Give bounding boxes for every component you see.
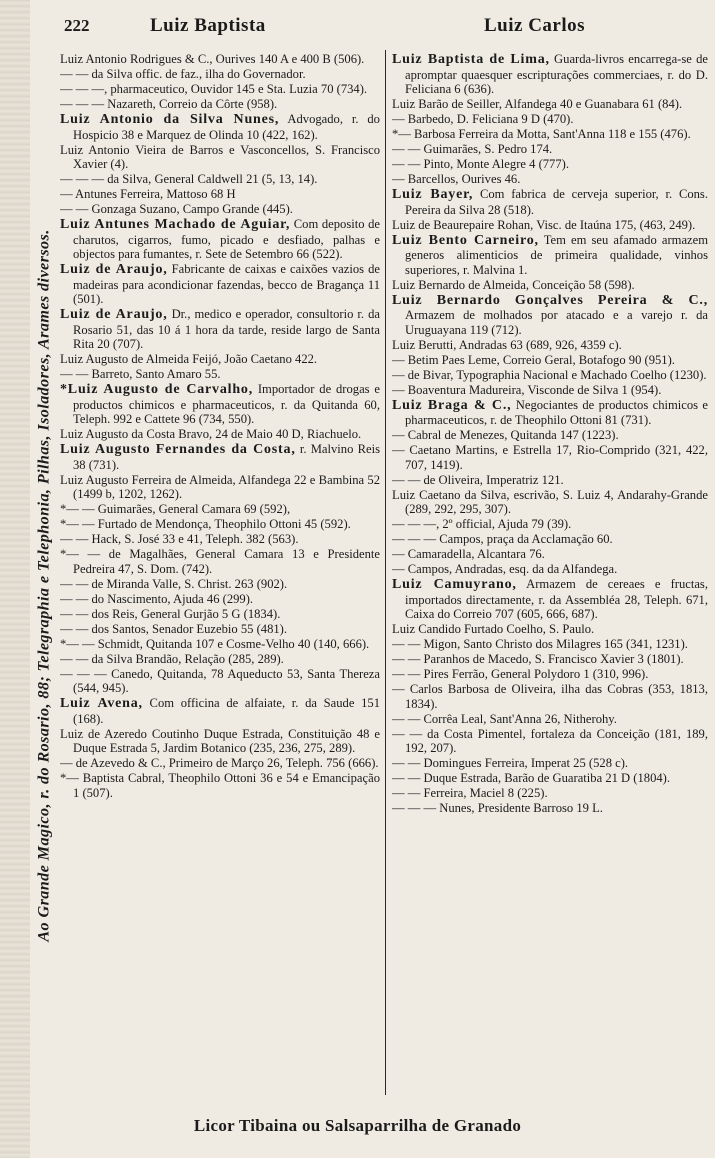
directory-entry — [60, 667, 380, 696]
entry-text: Guarda-livros encarrega-se de apromptar quaesquer escripturações commerciaes, r. do D. Feliciana 6 (636). — [405, 52, 708, 96]
entry-text: — Barcellos, Ourives 46. — [392, 172, 521, 186]
directory-entry — [392, 97, 708, 112]
entry-text: — — — Canedo, Quitanda, 78 Aqueducto 53, Santa Thereza (544, 945). — [60, 666, 380, 695]
directory-entry — [60, 82, 380, 97]
side-advertisement-text: Ao Grande Magico, r. do Rosario, 88; Telegraphia e Telephonia, Pilhas, Isoladores, Arames diversos. — [34, 228, 53, 942]
directory-entry — [60, 592, 380, 607]
entry-text: — — Corrêa Leal, Sant'Anna 26, Nitherohy. — [392, 711, 617, 726]
directory-entry — [60, 652, 380, 667]
directory-entry — [392, 293, 708, 338]
entry-text: *— Baptista Cabral, Theophilo Ottoni 36 e 54 e Emancipação 1 (507). — [60, 771, 380, 800]
entry-text: — — do Nascimento, Ajuda 46 (299). — [60, 591, 254, 606]
directory-entry — [60, 532, 380, 547]
directory-entry — [392, 127, 708, 142]
entry-text: — — de Oliveira, Imperatriz 121. — [392, 472, 564, 487]
entry-text: Luiz Barão de Seiller, Alfandega 40 e Guanabara 61 (84). — [392, 97, 683, 111]
entry-text: — Cabral de Menezes, Quitanda 147 (1223). — [392, 428, 619, 442]
directory-entry — [60, 727, 380, 756]
directory-entry — [392, 771, 708, 786]
entry-text: — Antunes Ferreira, Mattoso 68 H — [60, 187, 236, 201]
directory-entry — [60, 547, 380, 576]
entry-text: Luiz Augusto de Almeida Feijó, João Caetano 422. — [60, 352, 318, 366]
entry-text: Luiz Caetano da Silva, escrivão, S. Luiz 4, Andarahy-Grande (289, 292, 295, 307). — [392, 487, 708, 516]
directory-entry — [392, 443, 708, 472]
entry-text: Fabricante de caixas e caixões vazios de madeiras para acondicionar fazendas, becco de Bragança 11 (501). — [73, 262, 380, 306]
entry-text: *— — Schmidt, Quitanda 107 e Cosme-Velho 40 (140, 666). — [60, 636, 370, 651]
entry-text: — Caetano Martins, e Estrella 17, Rio-Comprido (321, 422, 707, 1419). — [392, 443, 708, 472]
entry-text: *— — de Magalhães, General Camara 13 e Presidente Pedreira 47, S. Dom. (742). — [60, 547, 380, 576]
directory-entry — [392, 187, 708, 217]
entry-text: Negociantes de productos chimicos e pharmaceuticos, r. de Theophilo Ottoni 81 (731). — [405, 397, 708, 427]
directory-entry — [392, 428, 708, 443]
entry-text: Luiz Augusto da Costa Bravo, 24 de Maio 40 D, Riachuelo. — [60, 427, 362, 441]
entry-text: — Betim Paes Leme, Correio Geral, Botafogo 90 (951). — [392, 352, 675, 367]
entry-text: Tem em seu afamado armazem generos alimenticios de primeira qualidade, vinhos superiores, r. Malvina 1. — [405, 232, 708, 277]
directory-entry — [60, 262, 380, 307]
right-column — [392, 52, 708, 1094]
directory-entry — [60, 112, 380, 142]
directory-entry — [392, 727, 708, 756]
entry-text: — — da Silva offic. de faz., ilha do Governador. — [60, 67, 306, 81]
entry-text: — — Pires Ferrão, General Polydoro 1 (310, 996). — [392, 667, 649, 681]
directory-entry — [392, 473, 708, 488]
entry-text: r. Malvino Reis 38 (731). — [73, 442, 380, 472]
entry-text: — — — Nunes, Presidente Barroso 19 L. — [392, 801, 603, 815]
entry-text: Com officina de alfaiate, r. da Saude 151 (168). — [73, 696, 380, 726]
entry-name: Luiz Baptista de Lima, — [392, 52, 550, 67]
directory-entry — [392, 786, 708, 801]
entry-text: — — dos Santos, Senador Euzebio 55 (481). — [60, 621, 288, 636]
directory-entry — [60, 307, 380, 352]
directory-entry — [60, 577, 380, 592]
directory-entry — [392, 278, 708, 293]
entry-name: Luiz Antunes Machado de Aguiar, — [60, 217, 291, 232]
entry-text: *— — Furtado de Mendonça, Theophilo Ottoni 45 (592). — [60, 517, 351, 531]
directory-entry — [392, 52, 708, 97]
entry-text: — — da Costa Pimentel, fortaleza da Conceição (181, 189, 192, 207). — [392, 726, 708, 755]
directory-entry — [60, 637, 380, 652]
entry-text: — Barbedo, D. Feliciana 9 D (470). — [392, 112, 574, 126]
side-advertisement — [33, 30, 55, 1140]
entry-text: Luiz Antonio Rodrigues & C., Ourives 140 A e 400 B (506). — [60, 52, 365, 66]
directory-entry — [60, 427, 380, 442]
entry-text: — — da Silva Brandão, Relação (285, 289). — [60, 651, 284, 666]
directory-entry — [60, 517, 380, 532]
entry-text: — — —, pharmaceutico, Ouvidor 145 e Sta. Luzia 70 (734). — [60, 82, 368, 96]
entry-text: *— — Guimarães, General Camara 69 (592), — [60, 502, 291, 516]
entry-name: Luiz Bayer, — [392, 187, 474, 202]
entry-text: — — Gonzaga Suzano, Campo Grande (445). — [60, 202, 293, 216]
directory-entry — [392, 532, 708, 547]
directory-entry — [392, 398, 708, 428]
directory-entry — [60, 52, 380, 67]
footer-advertisement: Licor Tibaina ou Salsaparrilha de Granado — [193, 1116, 522, 1135]
page-number: 222 — [64, 16, 90, 35]
directory-entry — [60, 607, 380, 622]
entry-name: Luiz Avena, — [60, 696, 143, 711]
directory-entry — [60, 217, 380, 262]
column-divider — [385, 50, 386, 1095]
entry-text: Luiz Augusto Ferreira de Almeida, Alfandega 22 e Bambina 52 (1499 b, 1202, 1262). — [60, 472, 380, 501]
directory-entry — [392, 112, 708, 127]
right-running-head: Luiz Carlos — [484, 15, 586, 36]
entry-text: — Carlos Barbosa de Oliveira, ilha das Cobras (353, 1813, 1834). — [392, 682, 708, 711]
directory-entry — [392, 577, 708, 622]
directory-entry — [60, 473, 380, 502]
entry-text: — — Hack, S. José 33 e 41, Teleph. 382 (563). — [60, 532, 299, 546]
directory-entry — [392, 233, 708, 278]
entry-text: Com fabrica de cerveja superior, r. Cons. Pereira da Silva 28 (518). — [405, 187, 708, 217]
entry-text: Luiz de Azeredo Coutinho Duque Estrada, Constituição 48 e Duque Estrada 5, Jardim Botanico (235, 236, 275, 289). — [60, 726, 380, 755]
directory-entry — [60, 97, 380, 112]
entry-text: Armazem de cereaes e fructas, importados directamente, r. da Assembléa 28, Teleph. 671, Caixa do Correio 707 (605, 666, 687). — [405, 577, 708, 621]
page-edge — [0, 0, 30, 1158]
left-running-head: Luiz Baptista — [150, 15, 266, 36]
directory-entry — [60, 442, 380, 472]
entry-text: Dr., medico e operador, consultorio r. da Rosario 51, das 10 á 1 hora da tarde, reside largo de Santa Rita 20 (707). — [73, 307, 380, 351]
entry-text: Com deposito de charutos, cigarros, fumo, picado e desfiado, palhas e objectos para fumantes, r. Sete de Setembro 66 (522). — [73, 217, 380, 261]
entry-text: — — —, 2º official, Ajuda 79 (39). — [392, 517, 572, 531]
directory-entry — [392, 712, 708, 727]
entry-name: Luiz Bernardo Gonçalves Pereira & C., — [392, 292, 708, 308]
entry-text: — Camaradella, Alcantara 76. — [392, 547, 545, 561]
entry-text: Luiz Bernardo de Almeida, Conceição 58 (598). — [392, 277, 635, 292]
entry-text: — Boaventura Madureira, Visconde de Silva 1 (954). — [392, 382, 662, 397]
directory-entry — [392, 622, 708, 637]
page-header — [62, 8, 707, 38]
directory-entry — [392, 667, 708, 682]
entry-text: — Campos, Andradas, esq. da da Alfandega. — [392, 562, 618, 576]
directory-entry — [392, 562, 708, 577]
directory-entry — [60, 771, 380, 800]
entry-text: Luiz Candido Furtado Coelho, S. Paulo. — [392, 622, 595, 636]
directory-entry — [392, 801, 708, 816]
directory-entry — [392, 652, 708, 667]
entry-name: Luiz de Araujo, — [60, 307, 168, 322]
entry-text: Luiz de Beaurepaire Rohan, Visc. de Itaúna 175, (463, 249). — [392, 217, 696, 232]
entry-name: Luiz Camuyrano, — [392, 577, 517, 592]
entry-text: — — Pinto, Monte Alegre 4 (777). — [392, 157, 569, 171]
entry-text: — — — Nazareth, Correio da Côrte (958). — [60, 97, 278, 111]
entry-text: — de Bivar, Typographia Nacional e Machado Coelho (1230). — [392, 367, 707, 382]
entry-name: Luiz Antonio da Silva Nunes, — [60, 112, 280, 127]
left-column — [60, 52, 380, 1094]
directory-entry — [392, 383, 708, 398]
entry-text: — — Duque Estrada, Barão de Guaratiba 21 D (1804). — [392, 771, 671, 785]
entry-text: — — de Miranda Valle, S. Christ. 263 (902). — [60, 576, 288, 591]
entry-text: Importador de drogas e productos chimicos e pharmaceuticos, r. da Quitanda 60, Teleph. 992 e Cattete 96 (734, 550). — [73, 382, 380, 426]
entry-text: — — — Campos, praça da Acclamação 60. — [392, 532, 613, 546]
directory-entry — [60, 502, 380, 517]
entry-text: — — Migon, Santo Christo dos Milagres 165 (341, 1231). — [392, 637, 688, 651]
directory-entry — [60, 756, 380, 771]
entry-text: — — Barreto, Santo Amaro 55. — [60, 367, 221, 381]
entry-text: — de Azevedo & C., Primeiro de Março 26, Teleph. 756 (666). — [60, 756, 379, 770]
directory-entry — [60, 382, 380, 427]
directory-entry — [392, 488, 708, 517]
entry-text: — — Ferreira, Maciel 8 (225). — [392, 786, 548, 800]
directory-entry — [392, 157, 708, 172]
entry-text: Advogado, r. do Hospicio 38 e Marquez de Olinda 10 (422, 162). — [73, 112, 380, 142]
directory-entry — [392, 547, 708, 562]
directory-entry — [60, 143, 380, 172]
entry-name: Luiz de Araujo, — [60, 262, 168, 277]
directory-entry — [392, 142, 708, 157]
directory-entry — [392, 218, 708, 233]
directory-entry — [60, 352, 380, 367]
directory-entry — [392, 353, 708, 368]
directory-entry — [392, 637, 708, 652]
entry-name: Luiz Braga & C., — [392, 397, 512, 413]
entry-text: *— Barbosa Ferreira da Motta, Sant'Anna 118 e 155 (476). — [392, 127, 691, 141]
directory-entry — [392, 756, 708, 771]
directory-entry — [60, 367, 380, 382]
directory-entry — [60, 67, 380, 82]
entry-text: — — Paranhos de Macedo, S. Francisco Xavier 3 (1801). — [392, 652, 684, 666]
directory-entry — [60, 622, 380, 637]
directory-entry — [60, 172, 380, 187]
directory-entry — [392, 368, 708, 383]
entry-text: Armazem de molhados por atacado e a varejo r. da Uruguayana 119 (712). — [405, 308, 708, 337]
directory-entry — [392, 517, 708, 532]
entry-text: — — Domingues Ferreira, Imperat 25 (528 c). — [392, 756, 629, 770]
entry-text: — — — da Silva, General Caldwell 21 (5, 13, 14). — [60, 172, 318, 186]
directory-entry — [60, 187, 380, 202]
entry-text: — — Guimarães, S. Pedro 174. — [392, 142, 553, 156]
directory-entry — [392, 682, 708, 711]
directory-entry — [392, 172, 708, 187]
directory-entry — [60, 202, 380, 217]
directory-entry — [60, 696, 380, 726]
entry-name: *Luiz Augusto de Carvalho, — [60, 382, 254, 397]
entry-text: Luiz Berutti, Andradas 63 (689, 926, 4359 c). — [392, 337, 622, 352]
entry-name: Luiz Bento Carneiro, — [392, 232, 539, 248]
directory-entry — [392, 338, 708, 353]
entry-text: Luiz Antonio Vieira de Barros e Vasconcellos, S. Francisco Xavier (4). — [60, 142, 380, 171]
entry-name: Luiz Augusto Fernandes da Costa, — [60, 442, 296, 457]
entry-text: — — dos Reis, General Gurjão 5 G (1834). — [60, 606, 281, 621]
